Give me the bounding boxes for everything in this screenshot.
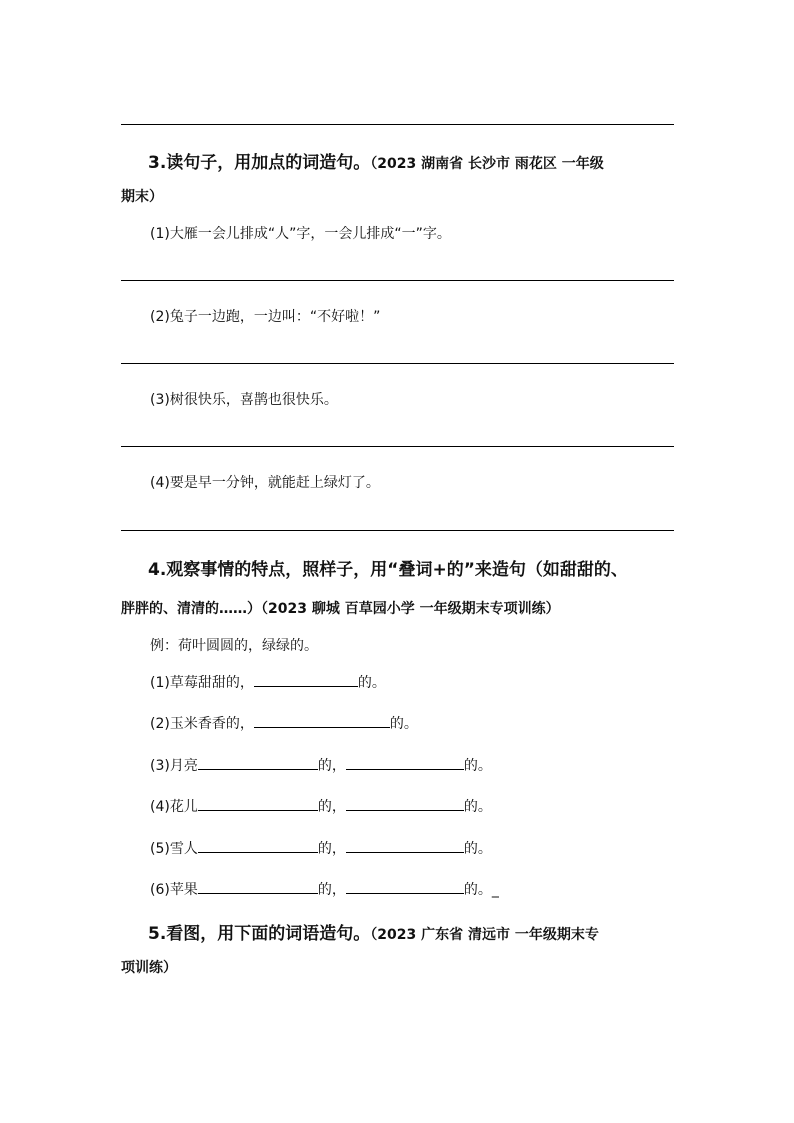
q3-item-3: (3)树很快乐，喜鹊也很快乐。: [150, 392, 338, 408]
q3-item-2: (2)兔子一边跑，一边叫：“不好啦！”: [150, 309, 381, 325]
q4-item-4-blank-a[interactable]: [198, 796, 318, 811]
q4-item-2-blank[interactable]: [254, 713, 390, 728]
q4-item-4: [150, 796, 492, 816]
q3-answer-line-3[interactable]: [121, 446, 674, 447]
q4-item-2-suffix: 的。: [389, 716, 418, 732]
q4-item-5-blank-a[interactable]: [198, 838, 318, 853]
q3-title: 3.读句子，用加点的词造句。: [148, 153, 371, 173]
q4-item-3-prefix: (3)月亮: [150, 758, 198, 774]
q4-item-6-prefix: (6)苹果: [150, 882, 198, 898]
q4-item-5: [150, 838, 492, 858]
q3-item-4: (4)要是早一分钟，就能赶上绿灯了。: [150, 475, 380, 491]
q4-item-5-mid: 的，: [317, 841, 346, 857]
q4-item-6: [150, 879, 499, 899]
q4-item-1-suffix: 的。: [357, 675, 386, 691]
q4-heading-cont: [121, 598, 560, 618]
q4-item-3-suffix: 的。: [463, 758, 492, 774]
q4-item-5-blank-b[interactable]: [346, 838, 464, 853]
q3-answer-line-2[interactable]: [121, 363, 674, 364]
top-divider: [121, 124, 674, 125]
q4-item-2: [150, 713, 418, 733]
q3-source-cont: 期末）: [121, 189, 163, 205]
q5-source: （2023 广东省 清远市 一年级期末专: [370, 927, 599, 943]
q3-source: （2023 湖南省 长沙市 雨花区 一年级: [370, 156, 604, 172]
q4-item-1-blank[interactable]: [254, 672, 358, 687]
q4-item-3: [150, 755, 492, 775]
q4-item-2-prefix: (2)玉米香香的，: [150, 716, 254, 732]
q4-title: 4.观察事情的特点，照样子，用“叠词+的”来造句（如甜甜的、: [148, 560, 628, 580]
q4-item-4-prefix: (4)花儿: [150, 799, 198, 815]
q4-item-5-suffix: 的。: [463, 841, 492, 857]
q4-source: （2023 聊城 百草园小学 一年级期末专项训练）: [261, 601, 560, 617]
q4-example: 例：荷叶圆圆的，绿绿的。: [150, 638, 318, 654]
q4-item-5-prefix: (5)雪人: [150, 841, 198, 857]
q3-heading: [148, 148, 604, 173]
q4-item-6-blank-a[interactable]: [198, 879, 318, 894]
q3-answer-line-1[interactable]: [121, 280, 674, 281]
q4-item-4-mid: 的，: [317, 799, 346, 815]
q4-item-6-mid: 的，: [317, 882, 346, 898]
q4-item-3-blank-b[interactable]: [346, 755, 464, 770]
q4-item-3-blank-a[interactable]: [198, 755, 318, 770]
q4-item-4-suffix: 的。: [463, 799, 492, 815]
q3-item-1: (1)大雁一会儿排成“人”字，一会儿排成“一”字。: [150, 226, 451, 242]
q5-source-cont: 项训练）: [121, 960, 177, 976]
q4-item-1-prefix: (1)草莓甜甜的，: [150, 675, 254, 691]
q5-title: 5.看图，用下面的词语造句。: [148, 924, 371, 944]
q4-item-3-mid: 的，: [317, 758, 346, 774]
q5-heading: [148, 919, 599, 944]
q4-item-6-blank-b[interactable]: [346, 879, 464, 894]
q4-item-1: [150, 672, 386, 692]
q4-title-cont: 胖胖的、清清的……）: [121, 601, 261, 617]
q3-answer-line-4[interactable]: [121, 530, 674, 531]
q4-item-6-suffix: 的。_: [463, 882, 499, 898]
q4-item-4-blank-b[interactable]: [346, 796, 464, 811]
